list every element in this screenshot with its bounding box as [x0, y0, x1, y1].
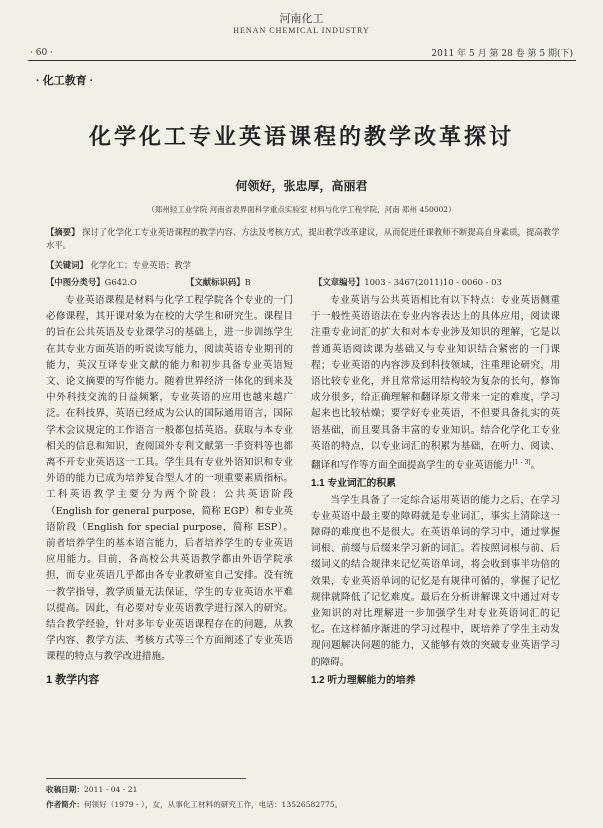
right-paragraph-2: 当学生具备了一定综合运用英语的能力之后，在学习专业英语中最主要的障碍就是专业词汇，事实上清除这一障碍的难度也不是很大。在英语单词的学习中，通过掌握词根、前缀与后缀来学习新的词汇。若按照词根与前、后缀词义的结合规律来记忆英语单词，将会收到事半功倍的效果，专业英语单词的记忆是有规律可循的，掌握了记忆规律就降低了记忆难度。最后在分析讲解课文中通过对专业知识的对比理解进一步加强学生对专业英语词汇的记忆。在这样循序渐进的学习过程中，既培养了学生主动发现问题解决问题的能力，又能够有效的突破专业英语学习的障碍。	[311, 494, 560, 668]
keywords-text: 化学化工；专业英语；教学	[90, 260, 192, 270]
footnote-rule	[46, 778, 246, 779]
left-column	[46, 293, 293, 688]
doc-code: 【文献标识码】B	[186, 277, 251, 287]
abstract-label: 【摘要】	[46, 227, 80, 237]
affiliation: （郑州轻工业学院 河南省表界面科学重点实验室 材料与化学工程学院，河南 郑州 450002）	[147, 205, 456, 214]
author-bio: 作者简介：何领好（1979 - ），女，从事化工材料的研究工作，电话：13526582775。	[46, 800, 343, 809]
subsection-heading-1-2: 1.2 听力理解能力的培养	[311, 674, 416, 686]
journal-name-cn: 河南化工	[279, 12, 324, 25]
intro-paragraph: 专业英语课程是材料与化学工程学院各个专业的一门必修课程，其开课对象为在校的大学生和研究生。课程目的旨在公共英语及专业课学习的基础上，进一步训练学生在其专业方面英语的听说读写能力，阅读英语专业期刊的能力，英汉互译专业文献的能力和初步具备专业英语短文、论文摘要的写作能力。随着世界经济一体化的到来及中外科技交流的日益频繁，专业英语的应用也越来越广泛。在科技界，英语已经成为公认的国际通用语言，国际学术会议规定的工作语言一般都包括英语。获取与本专业相关的信息和知识，查阅国外专利文献第一手资料等也都离不开专业英语这一工具。学生具有专业外语知识和专业外语的能力已成为培养复合型人才的一项重要素质指标。工科英语教学主要分为两个阶段：公共英语阶段（English for general purpose，简称 EGP）和专业英语阶段（English for special purpose，简称 ESP）。前者培养学生的基本语言能力，后者培养学生的专业英语应用能力。目前，各高校公共英语教学都由外语学院承担，而专业英语几乎都由各专业教研室自己安排。没有统一教学指导，教学质量无法保证，学生的专业英语水平难以提高。因此，有必要对专业英语教学进行深入的研究。结合教学经验，针对多年专业英语课程存在的问题，从教学内容、教学方法、考核方式等三个方面阐述了专业英语课程的特点与教学改进措施。	[46, 295, 293, 663]
header-rule	[28, 60, 576, 61]
classification-row	[46, 276, 586, 288]
received-date: 收稿日期：2011 - 04 - 21	[46, 785, 138, 794]
section-heading-1: 1 教学内容	[46, 673, 100, 686]
abstract-text: 探讨了化学化工专业英语课程的教学内容、方法及考核方式，提出教学改革建议，从而促进任课教师不断提高自身素质，提高教学水平。	[46, 227, 560, 250]
keywords	[46, 259, 566, 271]
abstract	[46, 226, 566, 252]
right-column	[311, 293, 560, 689]
citation-ref: [1 - 3]	[512, 459, 531, 467]
keywords-label: 【关键词】	[46, 260, 88, 270]
column-label: · 化工教育 ·	[36, 75, 94, 87]
journal-name-en: HENAN CHEMICAL INDUSTRY	[233, 26, 370, 35]
page-number: · 60 ·	[30, 48, 53, 58]
issue-info: 2011 年 5 月 第 28 卷 第 5 期(下)	[431, 49, 573, 59]
paper-title: 化学化工专业英语课程的教学改革探讨	[88, 125, 514, 150]
article-number: 【文章编号】1003 - 3467(2011)10 - 0060 - 03	[314, 277, 502, 287]
right-paragraph-1: 专业英语与公共英语相比有以下特点：专业英语侧重于一般性英语语法在专业内容表达上的具体应用，阅读课注重专业词汇的扩大和对本专业涉及知识的理解，它是以普通英语阅读课为基础又与专业知识结合紧密的一门课程；专业英语的内容涉及到科技领域，注重理论研究，用语比较专业化，并且常常运用结构较为复杂的长句，修饰成分很多，给正确理解和翻译原文带来一定的难度，学习起来也比较枯燥；要学好专业英语，不但要具备扎实的英语基础，而且要具备丰富的专业知识。结合化学化工专业英语的特点，以专业词汇的积累为基础，在听力、阅读、翻译和写作等方面全面提高学生的专业英语能力[1 - 3]。	[311, 295, 560, 472]
clc-code: 【中图分类号】G642.O	[46, 277, 137, 287]
authors: 何领好，张忠厚，高丽君	[235, 179, 368, 193]
subsection-heading-1-1: 1.1 专业词汇的积累	[311, 478, 396, 490]
